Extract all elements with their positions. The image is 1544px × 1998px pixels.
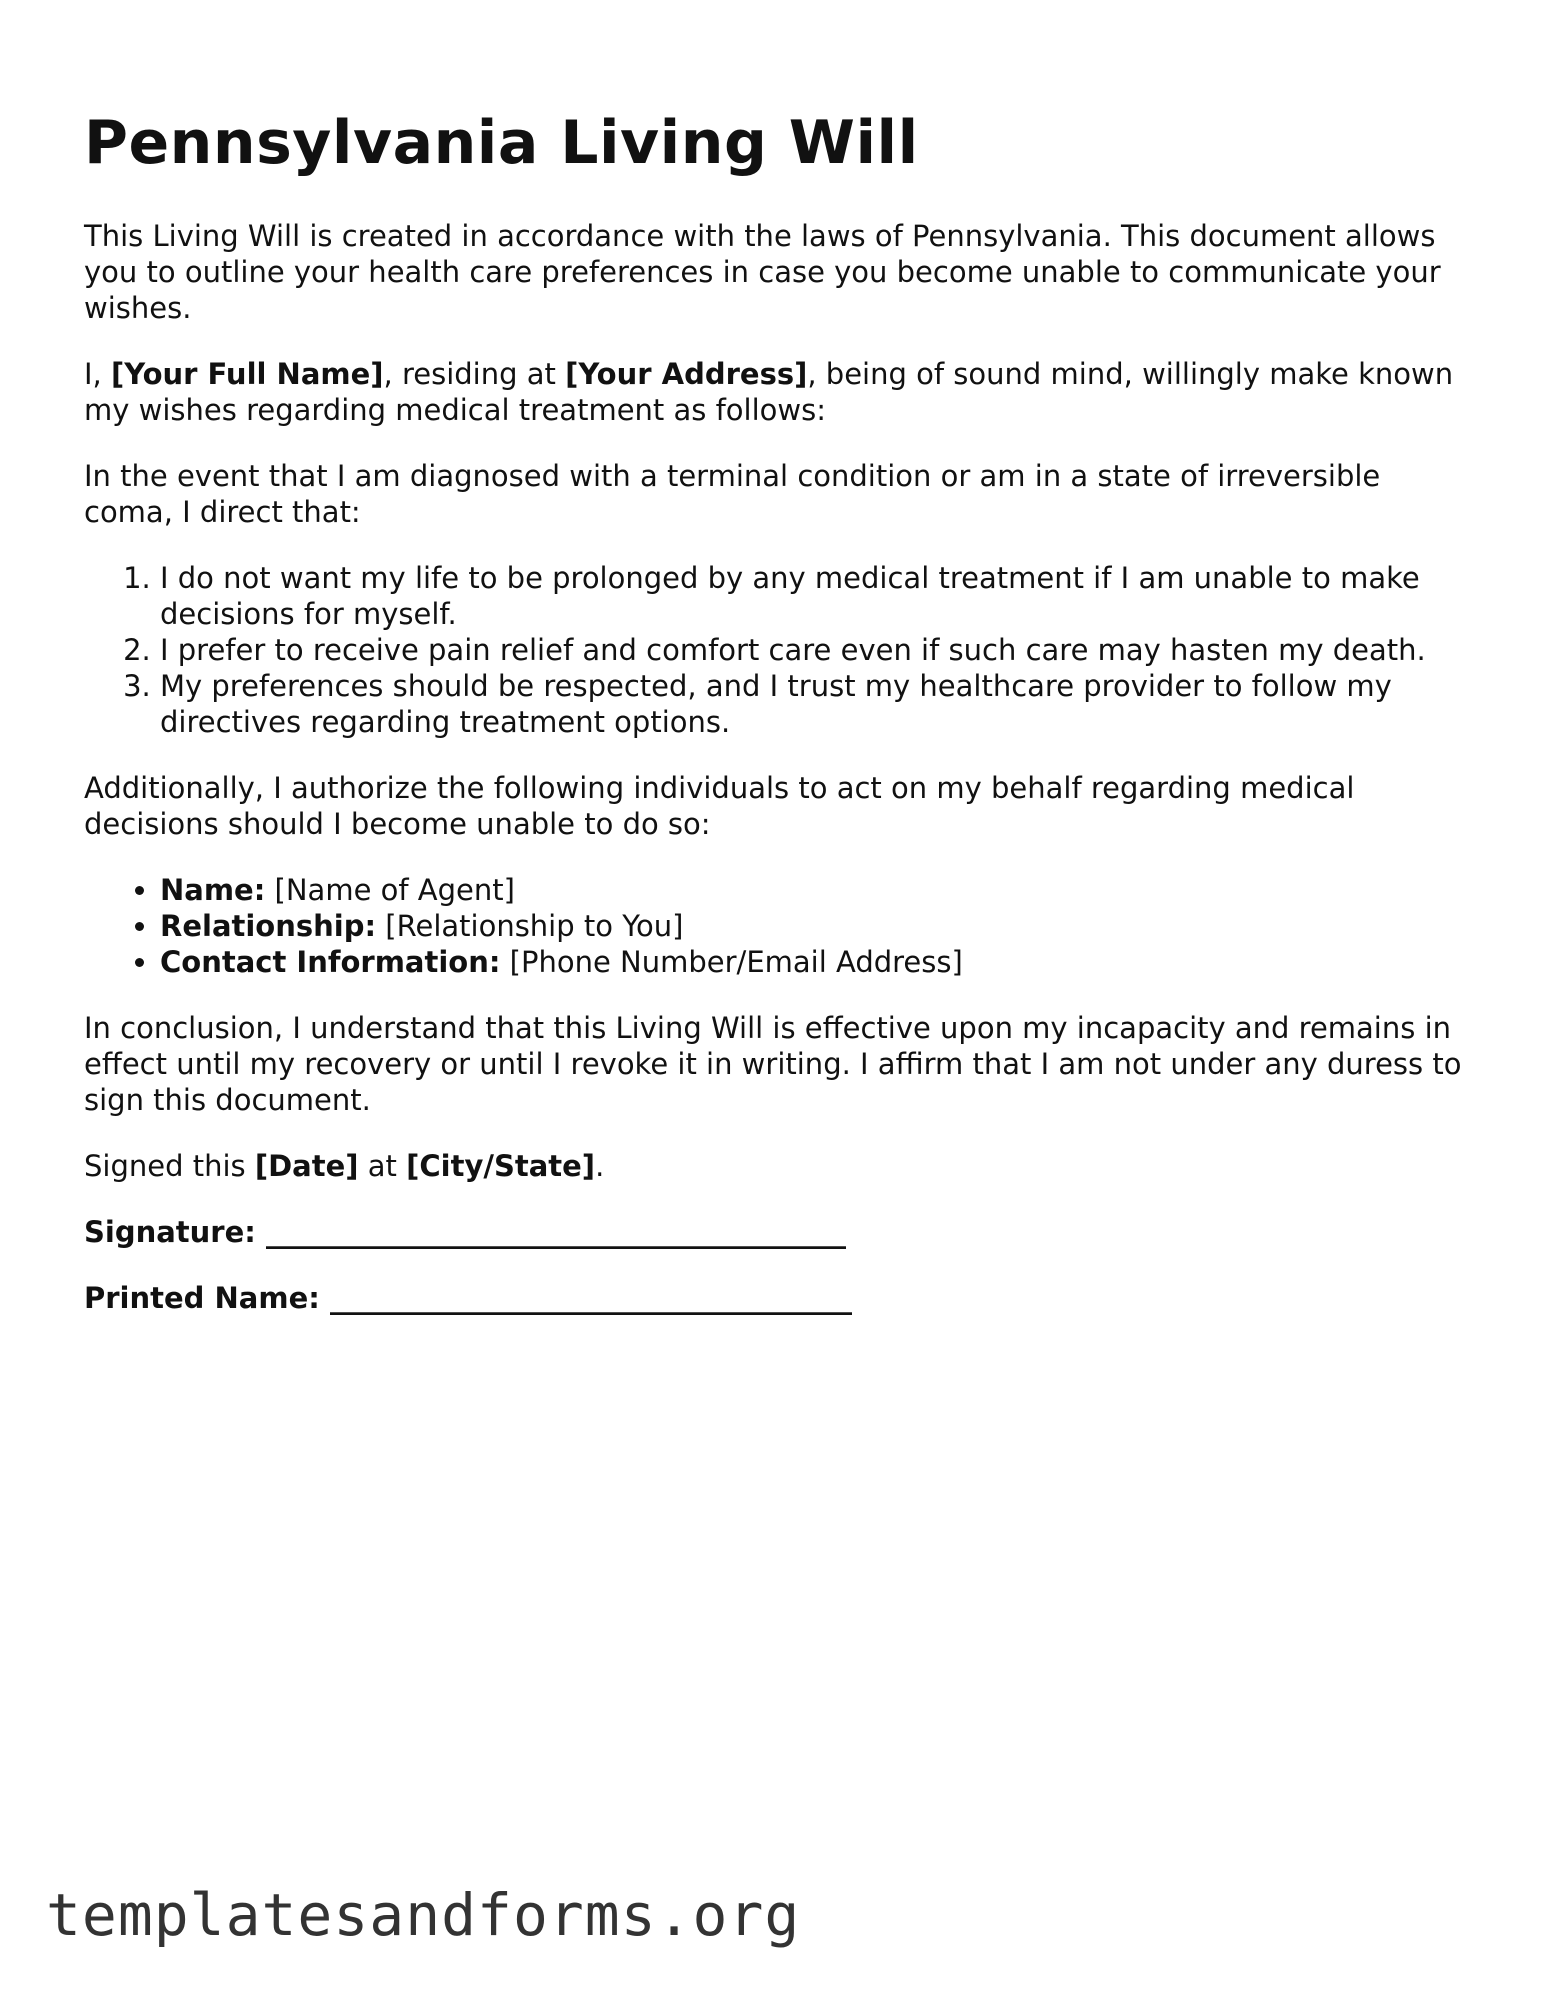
declaration-middle: , residing at — [383, 357, 566, 391]
declaration-prefix: I, — [84, 357, 111, 391]
date-placeholder: [Date] — [254, 1149, 359, 1183]
agent-relationship-value: [Relationship to You] — [376, 909, 684, 943]
signed-middle: at — [358, 1149, 407, 1183]
signed-paragraph — [84, 1148, 1464, 1184]
intro-paragraph: This Living Will is created in accordance with the laws of Pennsylvania. This document allows you to outline your health care preferences in case you become unable to communicate your wishes. — [84, 219, 1441, 325]
agent-contact-value: [Phone Number/Email Address] — [500, 945, 963, 979]
conclusion-paragraph: In conclusion, I understand that this Living Will is effective upon my incapacity and remains in effect until my recovery or until I revoke it in writing. I affirm that I am not under any duress to sign this document. — [84, 1011, 1462, 1117]
agent-name-item — [160, 872, 1464, 908]
city-state-placeholder: [City/State] — [406, 1149, 596, 1183]
directive-item: 2. I prefer to receive pain relief and comfort care even if such care may hasten my death. — [160, 632, 1464, 668]
agent-intro-paragraph: Additionally, I authorize the following individuals to act on my behalf regarding medical decisions should I become unable to do so: — [84, 771, 1355, 841]
agent-fields-list — [84, 872, 1464, 980]
directive-item: 1. I do not want my life to be prolonged by any medical treatment if I am unable to make decisions for myself. — [160, 560, 1464, 632]
address-placeholder: [Your Address] — [565, 357, 808, 391]
signed-prefix: Signed this — [84, 1149, 255, 1183]
signed-suffix: . — [595, 1149, 605, 1183]
declaration-suffix: , being of sound mind, willingly make known my wishes regarding medical treatment as follows: — [84, 357, 1454, 427]
directive-item: 3. My preferences should be respected, and I trust my healthcare provider to follow my directives regarding treatment options. — [160, 668, 1464, 740]
directives-list — [84, 560, 1464, 740]
agent-contact-label: Contact Information: — [160, 945, 501, 979]
condition-paragraph: In the event that I am diagnosed with a terminal condition or am in a state of irreversible coma, I direct that: — [84, 459, 1381, 529]
agent-relationship-label: Relationship: — [160, 909, 377, 943]
watermark: templatesandforms.org — [46, 1881, 801, 1949]
page-title: Pennsylvania Living Will — [84, 108, 919, 178]
agent-name-label: Name: — [160, 873, 266, 907]
printed-name-line: Printed Name: ____________________________________ — [84, 1281, 852, 1315]
declaration-paragraph — [84, 356, 1464, 428]
agent-name-value: [Name of Agent] — [265, 873, 515, 907]
agent-relationship-item — [160, 908, 1464, 944]
full-name-placeholder: [Your Full Name] — [111, 357, 384, 391]
signature-line: Signature: ________________________________________ — [84, 1215, 846, 1249]
document-page — [84, 100, 1464, 1346]
agent-contact-item — [160, 944, 1464, 980]
